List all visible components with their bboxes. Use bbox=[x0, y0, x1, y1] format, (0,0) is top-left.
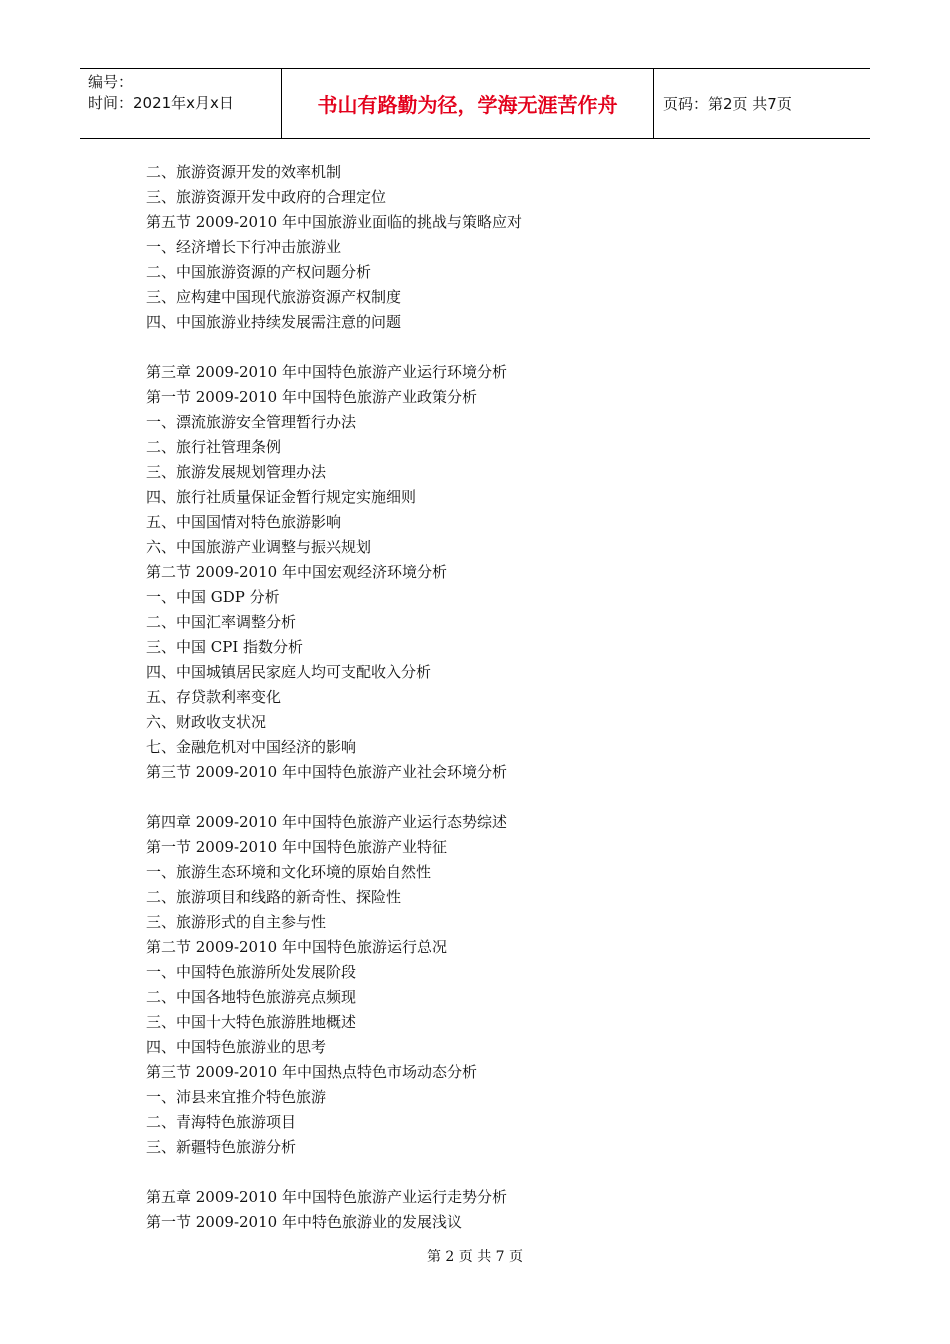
toc-entry: 六、中国旅游产业调整与振兴规划 bbox=[146, 538, 372, 556]
toc-entry: 第三节 2009-2010 年中国特色旅游产业社会环境分析 bbox=[146, 763, 507, 781]
header-motto: 书山有路勤为径，学海无涯苦作舟 bbox=[281, 69, 654, 138]
toc-entry: 四、中国城镇居民家庭人均可支配收入分析 bbox=[146, 663, 432, 681]
toc-entry: 第五节 2009-2010 年中国旅游业面临的挑战与策略应对 bbox=[146, 213, 522, 231]
toc-entry: 第三章 2009-2010 年中国特色旅游产业运行环境分析 bbox=[146, 363, 507, 381]
header-page-code: 页码：第2页 共7页 bbox=[663, 95, 792, 113]
toc-entry: 三、旅游资源开发中政府的合理定位 bbox=[146, 188, 387, 206]
toc-spacer bbox=[146, 335, 846, 360]
toc-entry: 四、旅行社质量保证金暂行规定实施细则 bbox=[146, 488, 417, 506]
toc-entry: 一、中国特色旅游所处发展阶段 bbox=[146, 963, 357, 981]
document-number-label: 编号： bbox=[88, 73, 134, 91]
toc-entry: 二、中国汇率调整分析 bbox=[146, 613, 297, 631]
toc-entry: 三、中国十大特色旅游胜地概述 bbox=[146, 1013, 357, 1031]
toc-entry: 一、中国 GDP 分析 bbox=[146, 588, 280, 606]
document-time: 时间：2021年x月x日 bbox=[88, 94, 234, 112]
toc-entry: 二、旅行社管理条例 bbox=[146, 438, 282, 456]
toc-entry: 二、旅游项目和线路的新奇性、探险性 bbox=[146, 888, 402, 906]
table-of-contents bbox=[146, 160, 846, 1235]
toc-entry: 第二节 2009-2010 年中国特色旅游运行总况 bbox=[146, 938, 447, 956]
toc-entry: 第一节 2009-2010 年中国特色旅游产业特征 bbox=[146, 838, 447, 856]
toc-entry: 五、中国国情对特色旅游影响 bbox=[146, 513, 342, 531]
toc-entry: 第一节 2009-2010 年中国特色旅游产业政策分析 bbox=[146, 388, 477, 406]
toc-spacer bbox=[146, 785, 846, 810]
toc-entry: 第二节 2009-2010 年中国宏观经济环境分析 bbox=[146, 563, 447, 581]
toc-entry: 一、旅游生态环境和文化环境的原始自然性 bbox=[146, 863, 432, 881]
page-header bbox=[80, 68, 870, 139]
page-footer: 第 2 页 共 7 页 bbox=[426, 1249, 524, 1265]
toc-entry: 二、中国各地特色旅游亮点频现 bbox=[146, 988, 357, 1006]
toc-entry: 四、中国旅游业持续发展需注意的问题 bbox=[146, 313, 402, 331]
toc-entry: 一、经济增长下行冲击旅游业 bbox=[146, 238, 342, 256]
toc-entry: 第四章 2009-2010 年中国特色旅游产业运行态势综述 bbox=[146, 813, 507, 831]
toc-entry: 三、新疆特色旅游分析 bbox=[146, 1138, 297, 1156]
toc-entry: 二、中国旅游资源的产权问题分析 bbox=[146, 263, 372, 281]
toc-entry: 第三节 2009-2010 年中国热点特色市场动态分析 bbox=[146, 1063, 477, 1081]
toc-entry: 三、旅游形式的自主参与性 bbox=[146, 913, 327, 931]
toc-entry: 二、旅游资源开发的效率机制 bbox=[146, 163, 342, 181]
toc-entry: 三、中国 CPI 指数分析 bbox=[146, 638, 304, 656]
toc-entry: 第一节 2009-2010 年中特色旅游业的发展浅议 bbox=[146, 1213, 462, 1231]
toc-entry: 一、漂流旅游安全管理暂行办法 bbox=[146, 413, 357, 431]
toc-spacer bbox=[146, 1160, 846, 1185]
toc-entry: 二、青海特色旅游项目 bbox=[146, 1113, 297, 1131]
toc-entry: 一、沛县来宜推介特色旅游 bbox=[146, 1088, 327, 1106]
header-meta bbox=[80, 69, 281, 138]
toc-entry: 第五章 2009-2010 年中国特色旅游产业运行走势分析 bbox=[146, 1188, 507, 1206]
toc-entry: 四、中国特色旅游业的思考 bbox=[146, 1038, 327, 1056]
toc-entry: 七、金融危机对中国经济的影响 bbox=[146, 738, 357, 756]
toc-entry: 六、财政收支状况 bbox=[146, 713, 267, 731]
toc-entry: 五、存贷款利率变化 bbox=[146, 688, 282, 706]
toc-entry: 三、旅游发展规划管理办法 bbox=[146, 463, 327, 481]
toc-entry: 三、应构建中国现代旅游资源产权制度 bbox=[146, 288, 402, 306]
